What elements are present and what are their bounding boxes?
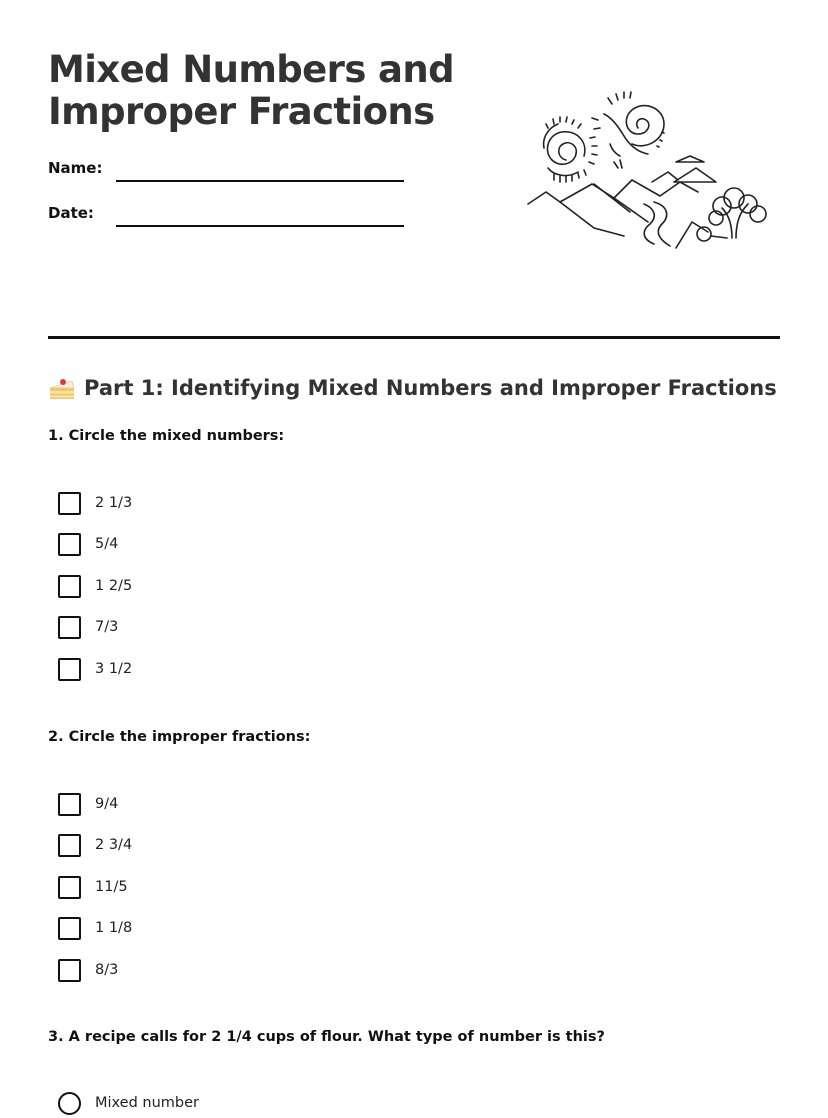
option-label: 5/4 <box>95 536 119 552</box>
cake-slice-icon <box>48 374 76 402</box>
option-label: 1 2/5 <box>95 578 133 594</box>
landscape-illustration-icon <box>526 88 776 258</box>
option-label: 2 1/3 <box>95 495 133 511</box>
q1-option-2[interactable] <box>58 532 118 556</box>
title-line-1: Mixed Numbers and <box>48 48 455 91</box>
option-label: 8/3 <box>95 962 119 978</box>
q2-option-5[interactable] <box>58 958 118 982</box>
checkbox[interactable] <box>58 575 81 598</box>
name-field[interactable] <box>116 180 404 182</box>
q3-option-1[interactable] <box>58 1091 199 1115</box>
checkbox[interactable] <box>58 959 81 982</box>
option-label: 7/3 <box>95 619 119 635</box>
checkbox[interactable] <box>58 616 81 639</box>
checkbox[interactable] <box>58 834 81 857</box>
checkbox[interactable] <box>58 793 81 816</box>
q2-option-1[interactable] <box>58 792 118 816</box>
title-line-2: Improper Fractions <box>48 90 435 133</box>
q2-option-3[interactable] <box>58 875 128 899</box>
option-label: Mixed number <box>95 1095 199 1111</box>
checkbox[interactable] <box>58 533 81 556</box>
radio-button[interactable] <box>58 1092 81 1115</box>
q1-option-3[interactable] <box>58 574 132 598</box>
date-label: Date: <box>48 204 94 222</box>
option-label: 11/5 <box>95 879 128 895</box>
name-label: Name: <box>48 159 103 177</box>
date-field[interactable] <box>116 225 404 227</box>
option-label: 3 1/2 <box>95 661 133 677</box>
q2-option-2[interactable] <box>58 833 132 857</box>
question-1-prompt: 1. Circle the mixed numbers: <box>48 428 285 444</box>
checkbox[interactable] <box>58 658 81 681</box>
worksheet-title <box>48 49 468 133</box>
q1-option-5[interactable] <box>58 657 132 681</box>
part-1-title: Part 1: Identifying Mixed Numbers and Improper Fractions <box>84 376 777 400</box>
option-label: 9/4 <box>95 796 119 812</box>
checkbox[interactable] <box>58 876 81 899</box>
checkbox[interactable] <box>58 492 81 515</box>
q1-option-4[interactable] <box>58 615 118 639</box>
option-label: 1 1/8 <box>95 920 133 936</box>
question-3-prompt: 3. A recipe calls for 2 1/4 cups of flour. What type of number is this? <box>48 1029 605 1045</box>
checkbox[interactable] <box>58 917 81 940</box>
part-1-heading <box>48 374 777 402</box>
section-divider <box>48 336 780 339</box>
option-label: 2 3/4 <box>95 837 133 853</box>
question-2-prompt: 2. Circle the improper fractions: <box>48 729 311 745</box>
q1-option-1[interactable] <box>58 491 132 515</box>
q2-option-4[interactable] <box>58 916 132 940</box>
